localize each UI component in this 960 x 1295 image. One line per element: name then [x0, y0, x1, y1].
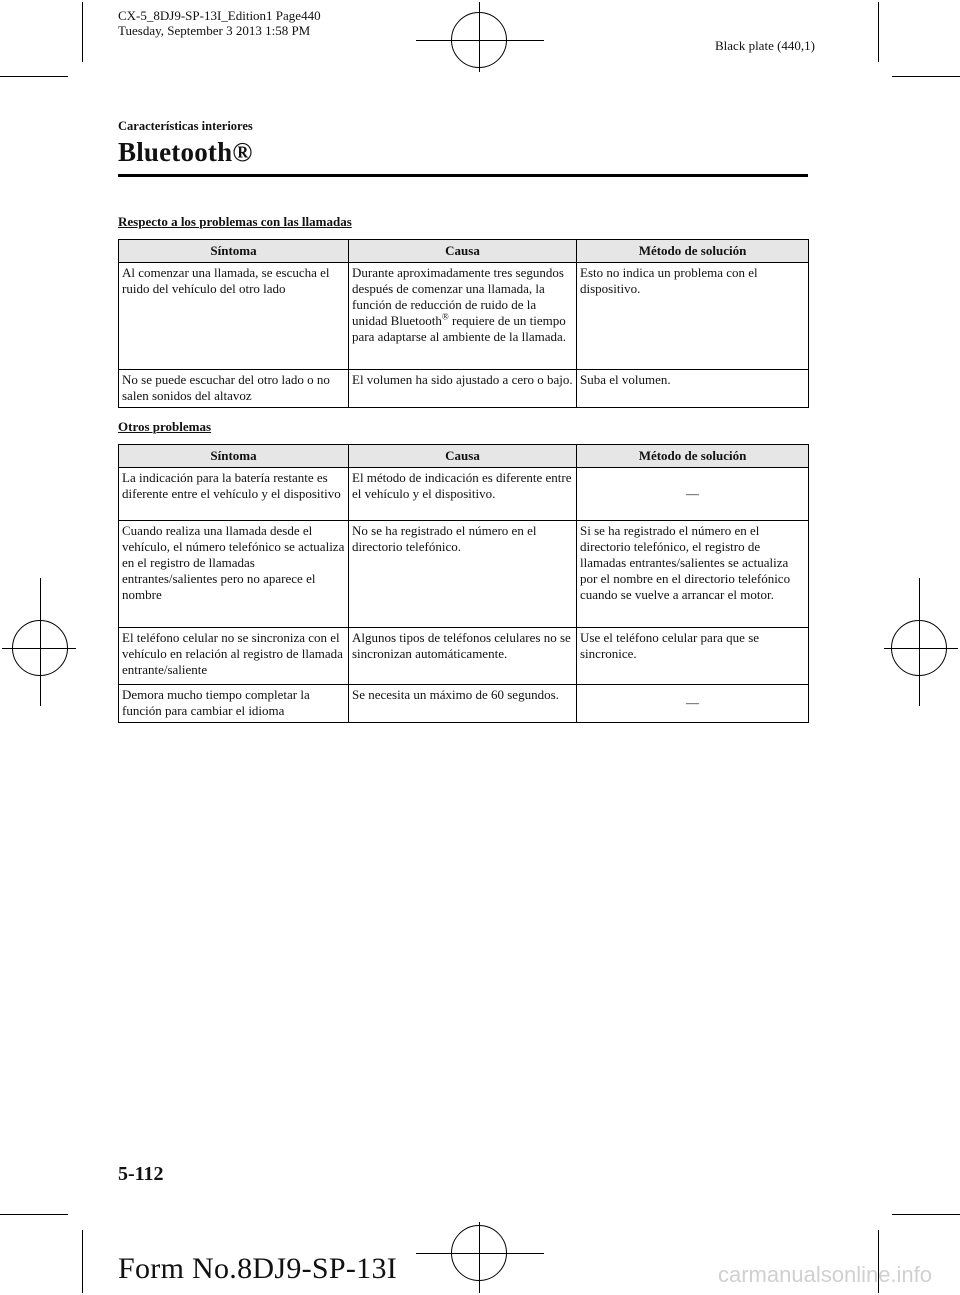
solution-cell: —: [577, 468, 809, 521]
symptom-cell: Cuando realiza una llamada desde el vehículo, el número telefónico se actualiza en el registro de llamadas entrantes/salientes pero no aparece el nombre: [119, 521, 349, 628]
solution-cell: Suba el volumen.: [577, 370, 809, 408]
cause-cell: Algunos tipos de teléfonos celulares no se sincronizan automáticamente.: [349, 628, 577, 685]
symptom-cell: Al comenzar una llamada, se escucha el ruido del vehículo del otro lado: [119, 263, 349, 370]
page-number: 5-112: [118, 1163, 164, 1185]
table-row: [119, 263, 809, 370]
registered-mark: ®: [441, 311, 449, 322]
solution-cell: Esto no indica un problema con el dispositivo.: [577, 263, 809, 370]
table-header-row: [119, 240, 809, 263]
solution-cell: Si se ha registrado el número en el directorio telefónico, el registro de llamadas entrantes/salientes se actualiza por el nombre en el directorio telefónico cuando se vuelve a arrancar el motor.: [577, 521, 809, 628]
table-row: [119, 468, 809, 521]
table-row: [119, 370, 809, 408]
header-symptom: Síntoma: [119, 240, 349, 263]
symptom-cell: El teléfono celular no se sincroniza con el vehículo en relación al registro de llamada entrante/saliente: [119, 628, 349, 685]
calls-problems-table: [118, 239, 809, 408]
symptom-cell: No se puede escuchar del otro lado o no salen sonidos del altavoz: [119, 370, 349, 408]
table-row: [119, 521, 809, 628]
page-title: Bluetooth®: [118, 137, 253, 167]
solution-cell: Use el teléfono celular para que se sincronice.: [577, 628, 809, 685]
section-label: Características interiores: [118, 119, 253, 133]
header-solution: Método de solución: [577, 240, 809, 263]
cause-text-continued: requiere de un tiempo para adaptarse al ambiente de la llamada.: [352, 313, 567, 344]
table-row: [119, 685, 809, 723]
table1-subhead: Respecto a los problemas con las llamadas: [118, 214, 352, 229]
table2-subhead: Otros problemas: [118, 419, 212, 434]
header-cause: Causa: [349, 240, 577, 263]
symptom-cell: La indicación para la batería restante es diferente entre el vehículo y el dispositivo: [119, 468, 349, 521]
table-header-row: [119, 445, 809, 468]
header-plate: Black plate (440,1): [715, 38, 815, 53]
header-date-line: Tuesday, September 3 2013 1:58 PM: [118, 23, 311, 38]
other-problems-table: [118, 444, 809, 723]
header-symptom: Síntoma: [119, 445, 349, 468]
header-solution: Método de solución: [577, 445, 809, 468]
title-rule: [118, 174, 808, 177]
solution-cell: —: [577, 685, 809, 723]
table-row: [119, 628, 809, 685]
cause-cell: El volumen ha sido ajustado a cero o bajo.: [349, 370, 577, 408]
watermark: carmanualsonline.info: [718, 1262, 933, 1287]
cause-cell: Se necesita un máximo de 60 segundos.: [349, 685, 577, 723]
header-cause: Causa: [349, 445, 577, 468]
cause-cell: El método de indicación es diferente entre el vehículo y el dispositivo.: [349, 468, 577, 521]
cause-cell: No se ha registrado el número en el directorio telefónico.: [349, 521, 577, 628]
symptom-cell: Demora mucho tiempo completar la función para cambiar el idioma: [119, 685, 349, 723]
cause-text: Durante aproximadamente tres segundos después de comenzar una llamada, la función de reducción de ruido de la unidad Bluetooth: [352, 265, 564, 328]
cause-cell: [349, 263, 577, 370]
form-number: Form No.8DJ9-SP-13I: [118, 1252, 398, 1285]
header-file-line: CX-5_8DJ9-SP-13I_Edition1 Page440: [118, 8, 321, 23]
